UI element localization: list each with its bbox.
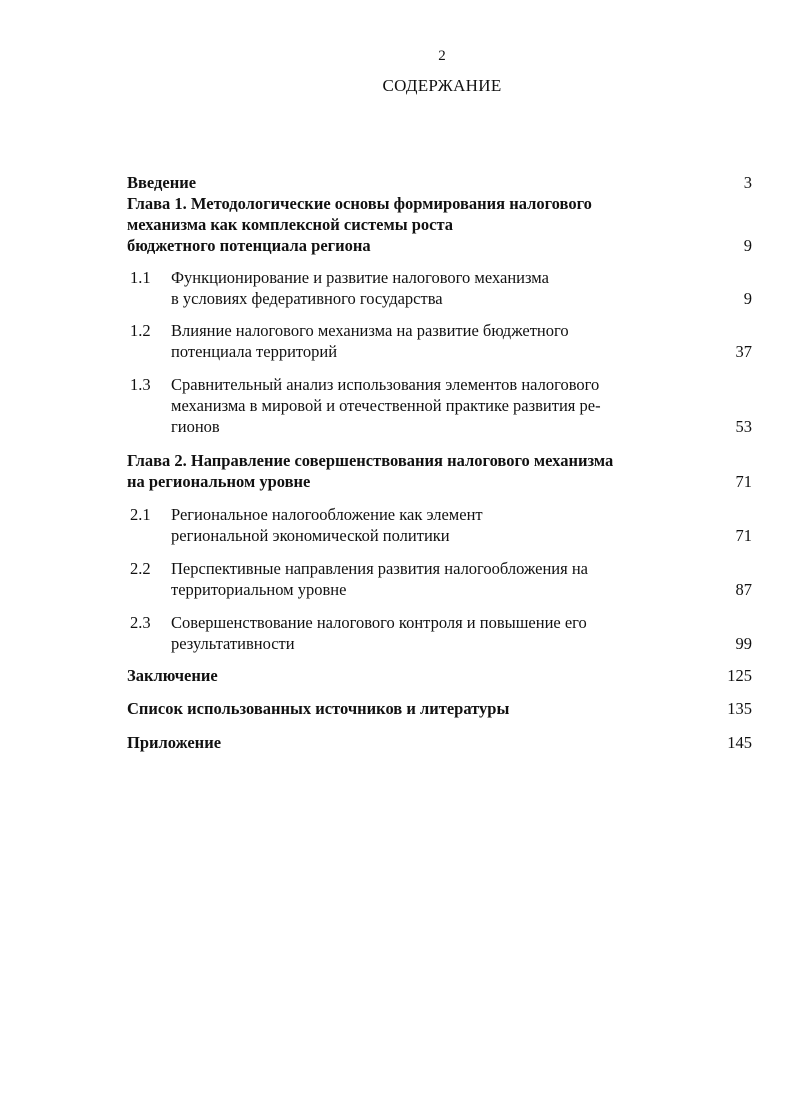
toc-intro-label: Введение xyxy=(127,173,197,192)
toc-section-2-1-page: 71 xyxy=(735,526,752,545)
toc-section-1-3-line-2: механизма в мировой и отечественной практике развития ре- xyxy=(171,396,601,415)
toc-section-1-1-number: 1.1 xyxy=(130,268,151,287)
toc-section-1-3-line-3: гионов xyxy=(171,417,220,436)
toc-section-2-2 xyxy=(130,558,752,600)
toc-section-1-1-line-1: Функционирование и развитие налогового механизма xyxy=(171,268,549,287)
toc-section-1-1-page: 9 xyxy=(743,289,752,308)
toc-section-1-1 xyxy=(130,267,752,309)
toc-chapter-2-line-1: Глава 2. Направление совершенствования налогового механизма xyxy=(127,451,614,470)
page-title: СОДЕРЖАНИЕ xyxy=(382,76,502,95)
toc-section-2-3-line-1: Совершенствование налогового контроля и повышение его xyxy=(171,613,587,632)
toc-chapter-2 xyxy=(127,450,752,492)
toc-section-1-2-number: 1.2 xyxy=(130,321,151,340)
page-number: 2 xyxy=(438,48,446,64)
toc-appendix xyxy=(127,732,752,753)
toc-chapter-1-page: 9 xyxy=(743,236,752,255)
toc-section-2-1-line-2: региональной экономической политики xyxy=(171,526,450,545)
toc-chapter-1-line-2: механизма как комплексной системы роста xyxy=(127,215,454,234)
toc-section-2-2-line-1: Перспективные направления развития налогообложения на xyxy=(171,559,589,578)
toc-chapter-1-line-3: бюджетного потенциала региона xyxy=(127,236,371,255)
toc-section-1-2 xyxy=(130,320,752,362)
toc-conclusion-label: Заключение xyxy=(127,666,218,685)
toc-sources-page: 135 xyxy=(727,699,752,718)
toc-section-1-2-page: 37 xyxy=(735,342,752,361)
toc-appendix-page: 145 xyxy=(727,733,752,752)
toc-section-1-2-line-1: Влияние налогового механизма на развитие бюджетного xyxy=(171,321,569,340)
toc-section-1-1-line-2: в условиях федеративного государства xyxy=(171,289,443,308)
toc-section-2-3-line-2: результативности xyxy=(171,634,295,653)
toc-section-1-3 xyxy=(130,374,752,437)
toc-section-2-1 xyxy=(130,504,752,546)
toc-chapter-1 xyxy=(127,193,752,256)
toc-chapter-1-line-1: Глава 1. Методологические основы формирования налогового xyxy=(127,194,592,213)
toc-section-2-1-line-1: Региональное налогообложение как элемент xyxy=(171,505,483,524)
toc-section-2-3-page: 99 xyxy=(735,634,752,653)
toc-section-2-3-number: 2.3 xyxy=(130,613,151,632)
toc-section-1-3-number: 1.3 xyxy=(130,375,151,394)
toc-section-2-2-page: 87 xyxy=(735,580,752,599)
toc-intro xyxy=(127,172,752,193)
toc-section-1-2-line-2: потенциала территорий xyxy=(171,342,338,361)
toc-section-1-3-page: 53 xyxy=(735,417,752,436)
toc-section-2-2-number: 2.2 xyxy=(130,559,151,578)
toc-sources-label: Список использованных источников и литературы xyxy=(127,699,510,718)
toc-conclusion xyxy=(127,665,752,686)
toc-intro-page: 3 xyxy=(743,173,752,192)
toc-section-2-2-line-2: территориальном уровне xyxy=(171,580,347,599)
toc-section-2-3 xyxy=(130,612,752,654)
toc-chapter-2-page: 71 xyxy=(735,472,752,491)
toc-chapter-2-line-2: на региональном уровне xyxy=(127,472,311,491)
toc-section-1-3-line-1: Сравнительный анализ использования элементов налогового xyxy=(171,375,600,394)
toc-conclusion-page: 125 xyxy=(727,666,752,685)
toc-sources xyxy=(127,698,752,719)
toc-appendix-label: Приложение xyxy=(127,733,222,752)
toc-section-2-1-number: 2.1 xyxy=(130,505,151,524)
